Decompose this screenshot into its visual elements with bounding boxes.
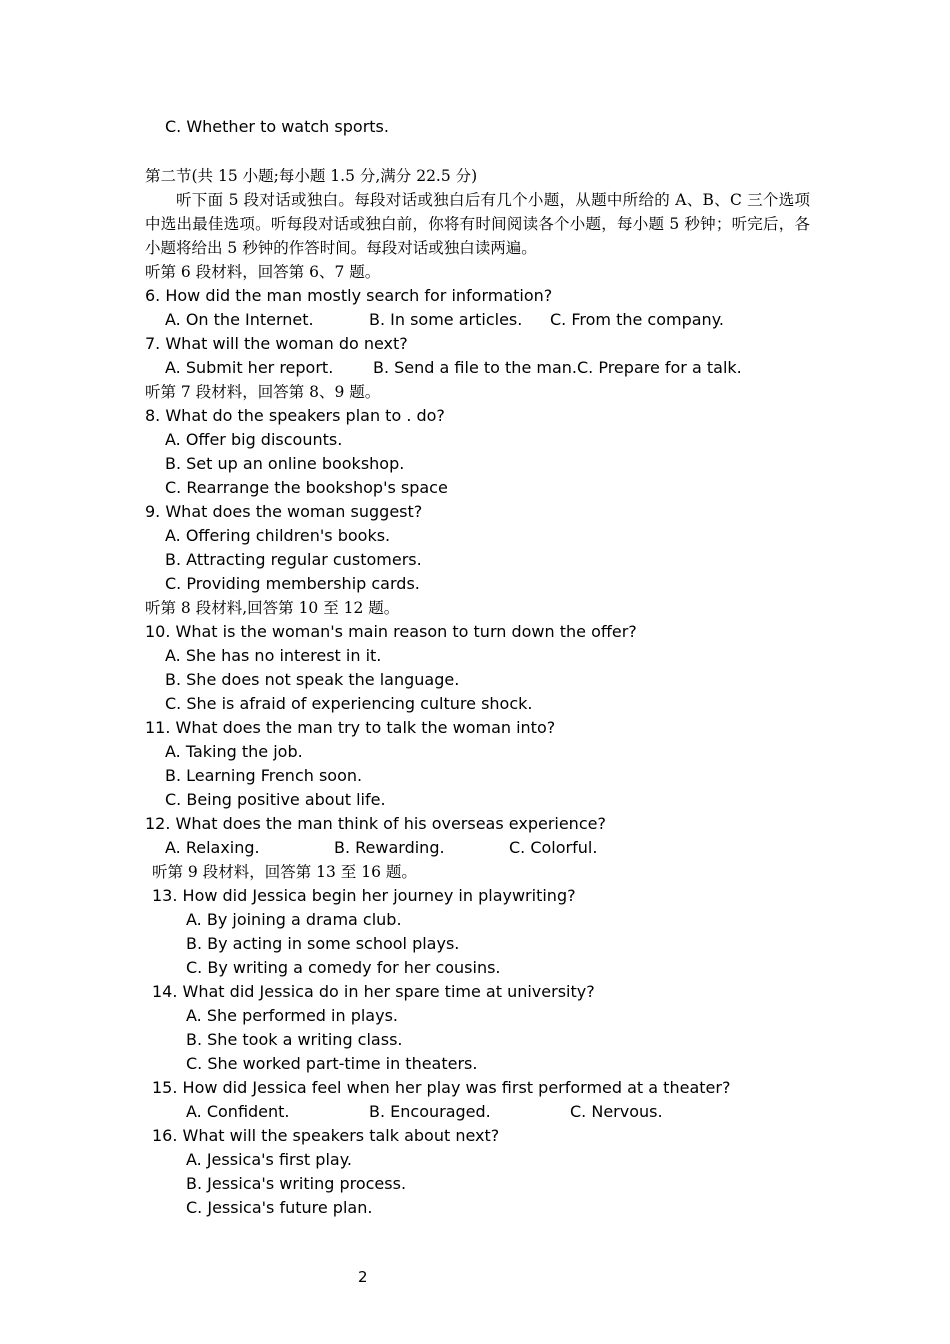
page-number: 2 xyxy=(358,1268,368,1286)
question-16-option-b: B. Jessica's writing process. xyxy=(186,1174,407,1193)
question-11-stem: 11. What does the man try to talk the woman into? xyxy=(145,718,556,737)
question-10-option-a: A. She has no interest in it. xyxy=(165,646,382,665)
question-15-stem: 15. How did Jessica feel when her play was first performed at a theater? xyxy=(152,1078,731,1097)
question-13-option-a: A. By joining a drama club. xyxy=(186,910,402,929)
question-12-option-c: C. Colorful. xyxy=(509,838,598,857)
question-9-option-b: B. Attracting regular customers. xyxy=(165,550,422,569)
material-6-heading: 听第 6 段材料，回答第 6、7 题。 xyxy=(145,263,381,281)
question-8-option-c: C. Rearrange the bookshop's space xyxy=(165,478,448,497)
section-instructions: 听下面 5 段对话或独白。每段对话或独白后有几个小题，从题中所给的 A、B、C 三个选项中选出最佳选项。听每段对话或独白前，你将有时间阅读各个小题，每小题 5 秒钟；听完后，各小题将给出 5 秒钟的作答时间。每段对话或独白读两遍。 xyxy=(145,191,810,257)
section-title: 第二节(共 15 小题;每小题 1.5 分,满分 22.5 分) xyxy=(145,167,478,185)
question-9-option-c: C. Providing membership cards. xyxy=(165,574,420,593)
question-9-option-a: A. Offering children's books. xyxy=(165,526,391,545)
question-16-stem: 16. What will the speakers talk about next? xyxy=(152,1126,500,1145)
question-6-option-a: A. On the Internet. xyxy=(165,310,314,329)
question-8-stem: 8. What do the speakers plan to . do? xyxy=(145,406,445,425)
question-7-stem: 7. What will the woman do next? xyxy=(145,334,408,353)
material-7-heading: 听第 7 段材料，回答第 8、9 题。 xyxy=(145,383,381,401)
question-16-option-a: A. Jessica's first play. xyxy=(186,1150,352,1169)
question-8-option-b: B. Set up an online bookshop. xyxy=(165,454,405,473)
question-6-stem: 6. How did the man mostly search for information? xyxy=(145,286,553,305)
question-12-stem: 12. What does the man think of his overseas experience? xyxy=(145,814,606,833)
question-8-option-a: A. Offer big discounts. xyxy=(165,430,343,449)
question-6-option-b: B. In some articles. xyxy=(369,310,523,329)
question-14-stem: 14. What did Jessica do in her spare time at university? xyxy=(152,982,595,1001)
question-13-option-c: C. By writing a comedy for her cousins. xyxy=(186,958,501,977)
question-7-options-b-c: B. Send a file to the man.C. Prepare for a talk. xyxy=(373,358,742,377)
question-11-option-c: C. Being positive about life. xyxy=(165,790,386,809)
question-14-option-a: A. She performed in plays. xyxy=(186,1006,398,1025)
question-9-stem: 9. What does the woman suggest? xyxy=(145,502,423,521)
material-9-heading: 听第 9 段材料，回答第 13 至 16 题。 xyxy=(152,863,417,881)
question-10-stem: 10. What is the woman's main reason to turn down the offer? xyxy=(145,622,637,641)
question-14-option-b: B. She took a writing class. xyxy=(186,1030,403,1049)
question-16-option-c: C. Jessica's future plan. xyxy=(186,1198,373,1217)
question-15-option-b: B. Encouraged. xyxy=(369,1102,491,1121)
question-11-option-a: A. Taking the job. xyxy=(165,742,303,761)
question-14-option-c: C. She worked part-time in theaters. xyxy=(186,1054,478,1073)
question-15-option-a: A. Confident. xyxy=(186,1102,290,1121)
question-11-option-b: B. Learning French soon. xyxy=(165,766,363,785)
question-13-stem: 13. How did Jessica begin her journey in playwriting? xyxy=(152,886,576,905)
question-12-option-b: B. Rewarding. xyxy=(334,838,445,857)
question-10-option-c: C. She is afraid of experiencing culture shock. xyxy=(165,694,533,713)
question-7-option-a: A. Submit her report. xyxy=(165,358,334,377)
question-13-option-b: B. By acting in some school plays. xyxy=(186,934,460,953)
question-15-option-c: C. Nervous. xyxy=(570,1102,663,1121)
question-12-option-a: A. Relaxing. xyxy=(165,838,260,857)
question-10-option-b: B. She does not speak the language. xyxy=(165,670,460,689)
material-8-heading: 听第 8 段材料,回答第 10 至 12 题。 xyxy=(145,599,400,617)
previous-option-c: C. Whether to watch sports. xyxy=(165,117,389,136)
question-6-option-c: C. From the company. xyxy=(550,310,724,329)
